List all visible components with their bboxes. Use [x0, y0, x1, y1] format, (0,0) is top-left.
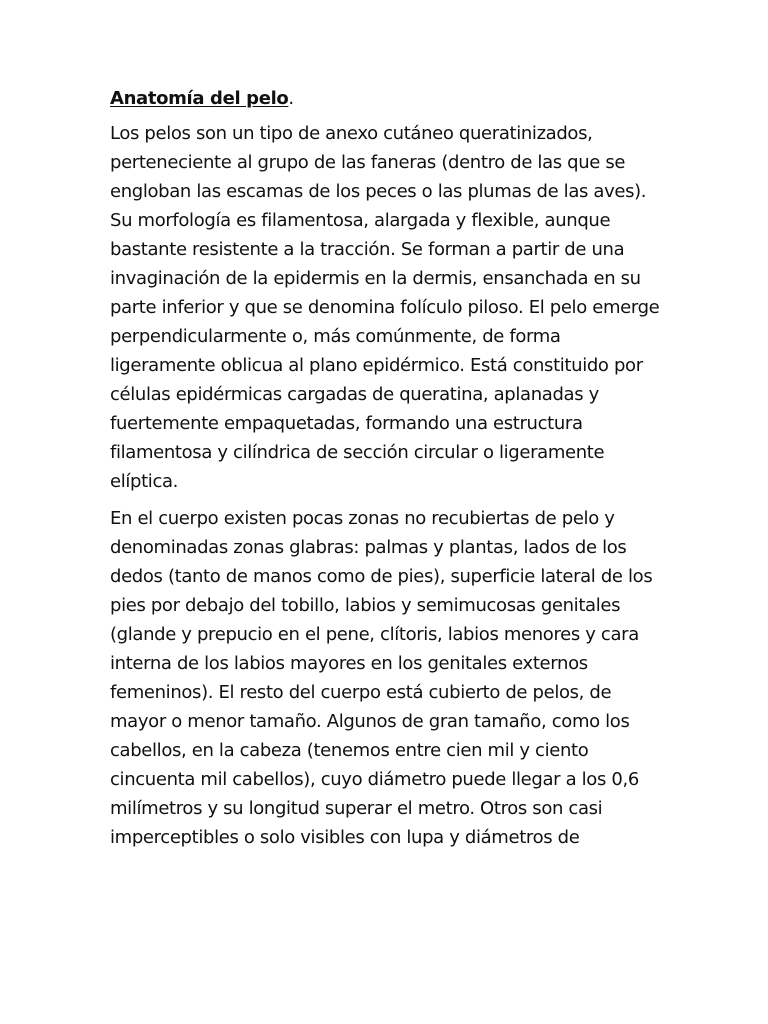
title-line — [110, 84, 662, 113]
paragraph-1: Los pelos son un tipo de anexo cutáneo queratinizados, perteneciente al grupo de las faneras (dentro de las que se engloban las escamas de los peces o las plumas de las aves). Su morfología es filamentosa, alargada y flexible, aunque bastante resistente a la tracción. Se forman a partir de una invaginación de la epidermis en la dermis, ensanchada en su parte inferior y que se denomina folículo piloso. El pelo emerge perpendicularmente o, más comúnmente, de forma ligeramente oblicua al plano epidérmico. Está constituido por células epidérmicas cargadas de queratina, aplanadas y fuertemente empaquetadas, formando una estructura filamentosa y cilíndrica de sección circular o ligeramente elíptica. — [110, 123, 660, 492]
title-period: . — [288, 88, 294, 109]
document-page — [110, 84, 662, 860]
paragraph-2: En el cuerpo existen pocas zonas no recubiertas de pelo y denominadas zonas glabras: palmas y plantas, lados de los dedos (tanto de manos como de pies), superficie lateral de los pies por debajo del tobillo, labios y semimucosas genitales (glande y prepucio en el pene, clítoris, labios menores y cara interna de los labios mayores en los genitales externos femeninos). El resto del cuerpo está cubierto de pelos, de mayor o menor tamaño. Algunos de gran tamaño, como los cabellos, en la cabeza (tenemos entre cien mil y ciento cincuenta mil cabellos), cuyo diámetro puede llegar a los 0,6 milímetros y su longitud superar el metro. Otros son casi imperceptibles o solo visibles con lupa y diámetros de — [110, 508, 653, 848]
document-title: Anatomía del pelo — [110, 88, 289, 109]
